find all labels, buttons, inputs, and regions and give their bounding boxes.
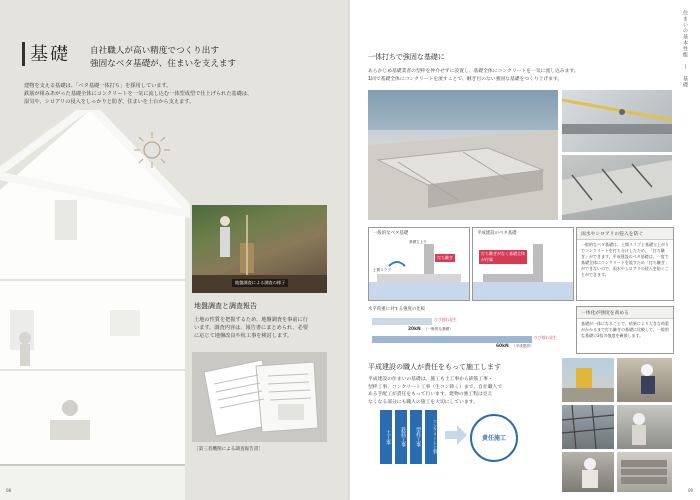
- strength-title: 水平荷重に対する強度の比較: [368, 307, 426, 312]
- monolithic-text-line: あらかじめ基礎業者の型枠を仲介せずに設置し、基礎全体にコンクリートを一気に流し込みます。: [368, 69, 579, 74]
- craft-step: 鉄筋工事: [395, 410, 407, 464]
- sun-icon: [132, 130, 172, 170]
- water-box: [576, 227, 674, 301]
- worker-photo-3: [562, 405, 614, 449]
- monolithic-text-line: 1回で基礎全体にコンクリートを流すことで、継ぎ目のない強固な基礎をつくり上げます。: [368, 77, 563, 82]
- survey-text: [194, 316, 334, 340]
- bar1-note: （一般的な基礎）: [424, 327, 453, 331]
- craftsmen-text-line: なくなる部分にも職人の施工を大切にしています。: [368, 399, 478, 405]
- craftsmen-text-line: ある手配工が責任をもって行います。建物の強工程は見え: [368, 392, 493, 397]
- intro-line: 建物を支える基礎は、「ベタ基礎一体打ち」を採用しています。: [24, 83, 172, 89]
- page-number-right: 09: [688, 488, 694, 493]
- survey-photo-caption: 地盤調査による調査の様子: [232, 279, 288, 287]
- foundation-photo-middle: [562, 155, 672, 220]
- subtitle-line2: 強固なベタ基礎が、住まいを支えます: [90, 59, 237, 69]
- worker-photo-4: [617, 405, 672, 449]
- craftsmen-text-line: 型枠工事、コンクリート工事（生コン除く）まで、自社職人で: [368, 384, 503, 390]
- side-label-text: 住まいの基本性能: [682, 10, 688, 58]
- title-bar: [22, 42, 25, 66]
- survey-heading: 地盤調査と調査報告: [194, 302, 257, 310]
- survey-photo: [192, 205, 327, 293]
- report-caption: ［第三者機関による調査報告書］: [194, 447, 263, 452]
- strength-box-text: 基礎が一体になることで、結果により大きな荷重がかかるまで打ち継ぎの基礎に比較して、一般的な基礎の3倍の強度を確保します。: [581, 321, 669, 338]
- craft-flow: [380, 410, 440, 466]
- craft-result-circle: [470, 414, 518, 462]
- report-photo: [192, 352, 327, 442]
- water-box-title: 雨水やシロアリの侵入を防ぐ: [577, 228, 673, 240]
- bar1-value: 20kN: [408, 327, 421, 332]
- intro-line: 鉄筋が組みあがった基礎全体にコンクリートを一気に流し込む一体型成型で仕上げられた基礎は、: [24, 91, 253, 97]
- heading-craftsmen: 平成建設の職人が責任をもって施工します: [368, 363, 501, 371]
- worker-photo-6: [617, 452, 672, 492]
- slab-label: 土間スラブ: [373, 268, 391, 272]
- worker-photo-1: [562, 358, 614, 402]
- survey-text-line: に応じて地盤改良や杭工事を検討します。: [194, 333, 293, 339]
- diagram-general-label: 一般的なベタ基礎: [373, 231, 409, 236]
- water-box-text: 一般的なベタ基礎は、土間スラブと基礎立上がりでコンクリートを打ち分けしたため、「打ち継ぎ」ができます。平成建設のベタ基礎は、一度で基礎全体にコンクリートを流すため「打ち継ぎ」ができないので、雨水やシロアリの侵入を防ぐことができます。: [581, 242, 669, 277]
- craft-result-label: 責任施工: [481, 435, 506, 442]
- intro-line: 湿気や、シロアリの侵入をしっかりと防ぎ、住まいを土台から支えます。: [24, 99, 195, 105]
- foundation-photo-top: [562, 90, 672, 152]
- foundation-label: 基礎立上り: [409, 240, 427, 244]
- side-label: 住まいの基本性能 — 基礎: [682, 10, 688, 88]
- craftsmen-text: [368, 376, 538, 406]
- page-number-left: 08: [6, 488, 12, 493]
- right-page: [350, 0, 700, 500]
- intro-text: [24, 82, 324, 106]
- bar2-value: 60kN: [496, 344, 509, 349]
- page-title: 基礎: [30, 44, 70, 65]
- heading-monolithic: 一体打ちで強固な基礎に: [368, 53, 445, 61]
- strength-bar-hirose: [372, 336, 532, 343]
- monolithic-text: [368, 68, 668, 84]
- subtitle-line1: 自社職人が高い精度でつくり出す: [90, 46, 219, 56]
- side-label-sub: 基礎: [682, 76, 688, 88]
- survey-text-line: います。調査内容は、報告書にまとめられ、必要: [194, 325, 309, 331]
- craft-step: コンクリート工事: [425, 410, 437, 464]
- craft-step: 型枠工事: [410, 410, 422, 464]
- foundation-photo-main: [368, 90, 558, 220]
- diagram-hirose-label: 平成建設のベタ基礎: [477, 231, 517, 236]
- craft-step: 土工事: [380, 410, 392, 464]
- arrow-icon: [445, 425, 467, 445]
- strength-box: [576, 306, 674, 354]
- bar1-tag: ひび割れ発生: [434, 317, 457, 322]
- joint-tag: 打ち継ぎ: [437, 255, 453, 260]
- survey-text-line: 土地の性質を把握するため、地盤調査を事前に行: [194, 317, 308, 323]
- strength-chart: [368, 314, 572, 350]
- worker-photo-2: [617, 358, 672, 402]
- strength-box-title: 一体化が強度を高める: [577, 307, 673, 319]
- craftsmen-text-line: 平成建設の住まいの基礎は、施工も土工事から鉄筋工事・: [368, 377, 493, 382]
- bar2-note: （平成建設）: [512, 344, 534, 348]
- bar2-tag: ひび割れ発生: [534, 335, 557, 340]
- diagram-hirose: [472, 227, 574, 301]
- worker-photo-5: [562, 452, 614, 492]
- no-joint-tag: 打ち継ぎがなく基礎全体が付属: [481, 251, 525, 262]
- diagram-general: [368, 227, 470, 301]
- strength-bar-general: [372, 318, 432, 325]
